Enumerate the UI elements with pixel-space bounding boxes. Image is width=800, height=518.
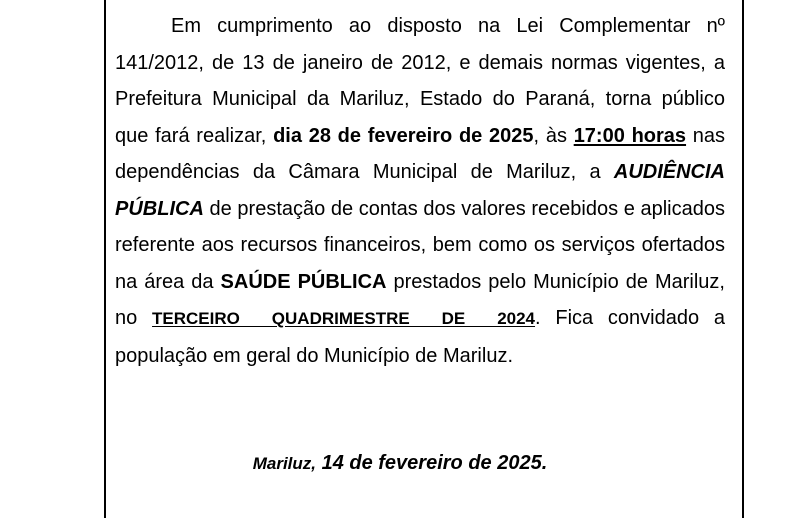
- notice-body: [115, 8, 725, 374]
- event-date: dia 28 de fevereiro de 2025: [273, 124, 534, 147]
- signature-line: [0, 452, 800, 475]
- health-area: SAÚDE PÚBLICA: [220, 270, 387, 293]
- notice-paragraph: [115, 8, 725, 374]
- notice-text-municipality: prestados pelo Município de Mariluz, no: [115, 270, 725, 329]
- notice-text-invitation: . Fica convidado a população em geral do Município de Mariluz.: [115, 307, 725, 367]
- event-time: 17:00 horas: [573, 124, 687, 147]
- reporting-period: TERCEIRO QUADRIMESTRE DE 2024: [152, 309, 536, 328]
- signature-date: 14 de fevereiro de 2025.: [316, 452, 548, 474]
- notice-text-venue: nas dependências da Câmara Municipal de Mariluz, a: [115, 124, 726, 183]
- event-name: AUDIÊNCIA PÚBLICA: [115, 161, 725, 220]
- signature-city: Mariluz,: [252, 454, 317, 473]
- notice-text-purpose: de prestação de contas dos valores recebidos e aplicados referente aos recursos financeiros, bem como os serviços ofertados na área da: [115, 197, 725, 293]
- notice-text-intro: Em cumprimento ao disposto na Lei Complementar nº 141/2012, de 13 de janeiro de 2012, e demais normas vigentes, a Prefeitura Municipal da Mariluz, Estado do Paraná, torna público que fará realizar,: [115, 15, 725, 147]
- notice-text-at: , às: [533, 124, 574, 147]
